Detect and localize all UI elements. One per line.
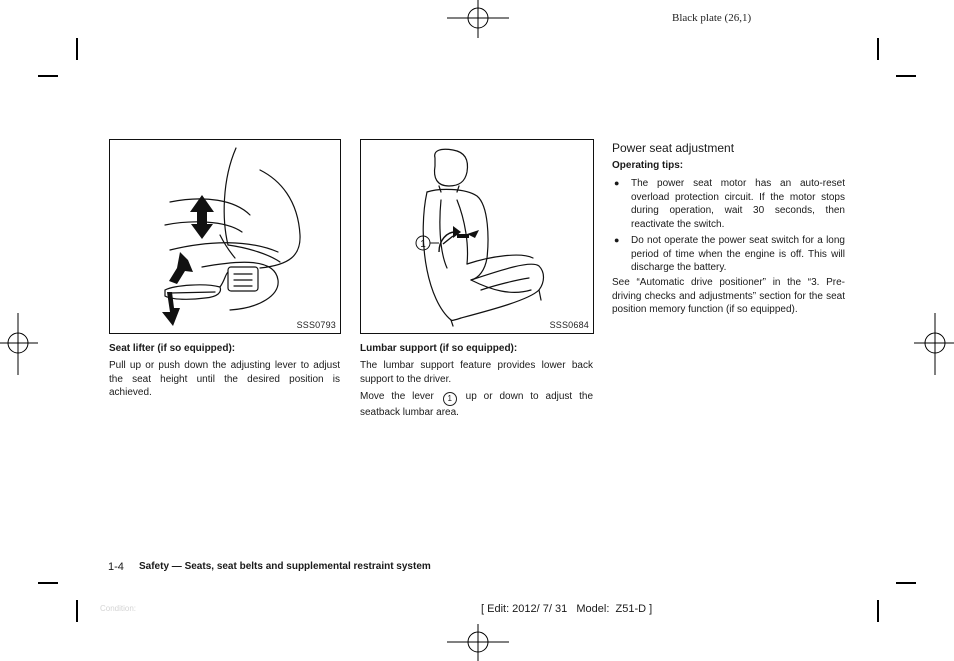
seat-lifter-text: Pull up or push down the adjusting lever to adjust the seat height until the desired position is achieved. [109,360,340,398]
callout-number: 1 [420,239,426,250]
registration-mark-right [914,313,954,375]
black-plate-label: Black plate (26,1) [672,12,752,24]
section-title: Safety — Seats, seat belts and supplemental restraint system [139,561,431,572]
lumbar-text-post: up or down to adjust the seatback lumbar area. [360,391,594,418]
bullet-icon: ● [614,178,620,188]
bullet-icon: ● [614,235,620,245]
registration-mark-bottom [447,622,509,661]
registration-mark-top [447,0,509,40]
operating-tips-heading: Operating tips: [612,160,684,171]
edit-info: [ Edit: 2012/ 7/ 31 Model: Z51-D ] [481,603,653,615]
power-seat-title: Power seat adjustment [612,141,735,155]
tip-item: ● Do not operate the power seat switch for a long period of time when the engine is off. This will discharge the battery. [614,235,845,273]
lumbar-text-1: The lumbar support feature provides lower back support to the driver. [360,360,593,385]
seat-lifter-illustration [110,140,340,333]
lumbar-text-2 [360,390,593,420]
tip-item: ● The power seat motor has an auto-reset overload protection circuit. If the motor stops during operation, wait 30 seconds, then reactivate the switch. [614,178,845,230]
registration-mark-left [0,313,38,375]
lumbar-text-pre: Move the lever [360,391,434,402]
seat-lifter-heading: Seat lifter (if so equipped): [109,343,236,354]
seat-lifter-figure [109,139,341,334]
figure-code: SSS0684 [549,320,589,330]
condition-label: Condition: [100,604,137,613]
figure-code: SSS0793 [296,320,336,330]
see-reference-text: See “Automatic drive positioner” in the “3. Pre-driving checks and adjustments” section for the seat position memory function (if so equipped). [612,277,845,315]
page-number: 1-4 [108,561,124,573]
lever-number-badge: 1 [443,392,457,406]
lumbar-heading: Lumbar support (if so equipped): [360,343,518,354]
operating-tips-list [612,177,845,278]
lumbar-seat-illustration [361,140,593,333]
lumbar-support-figure [360,139,594,334]
